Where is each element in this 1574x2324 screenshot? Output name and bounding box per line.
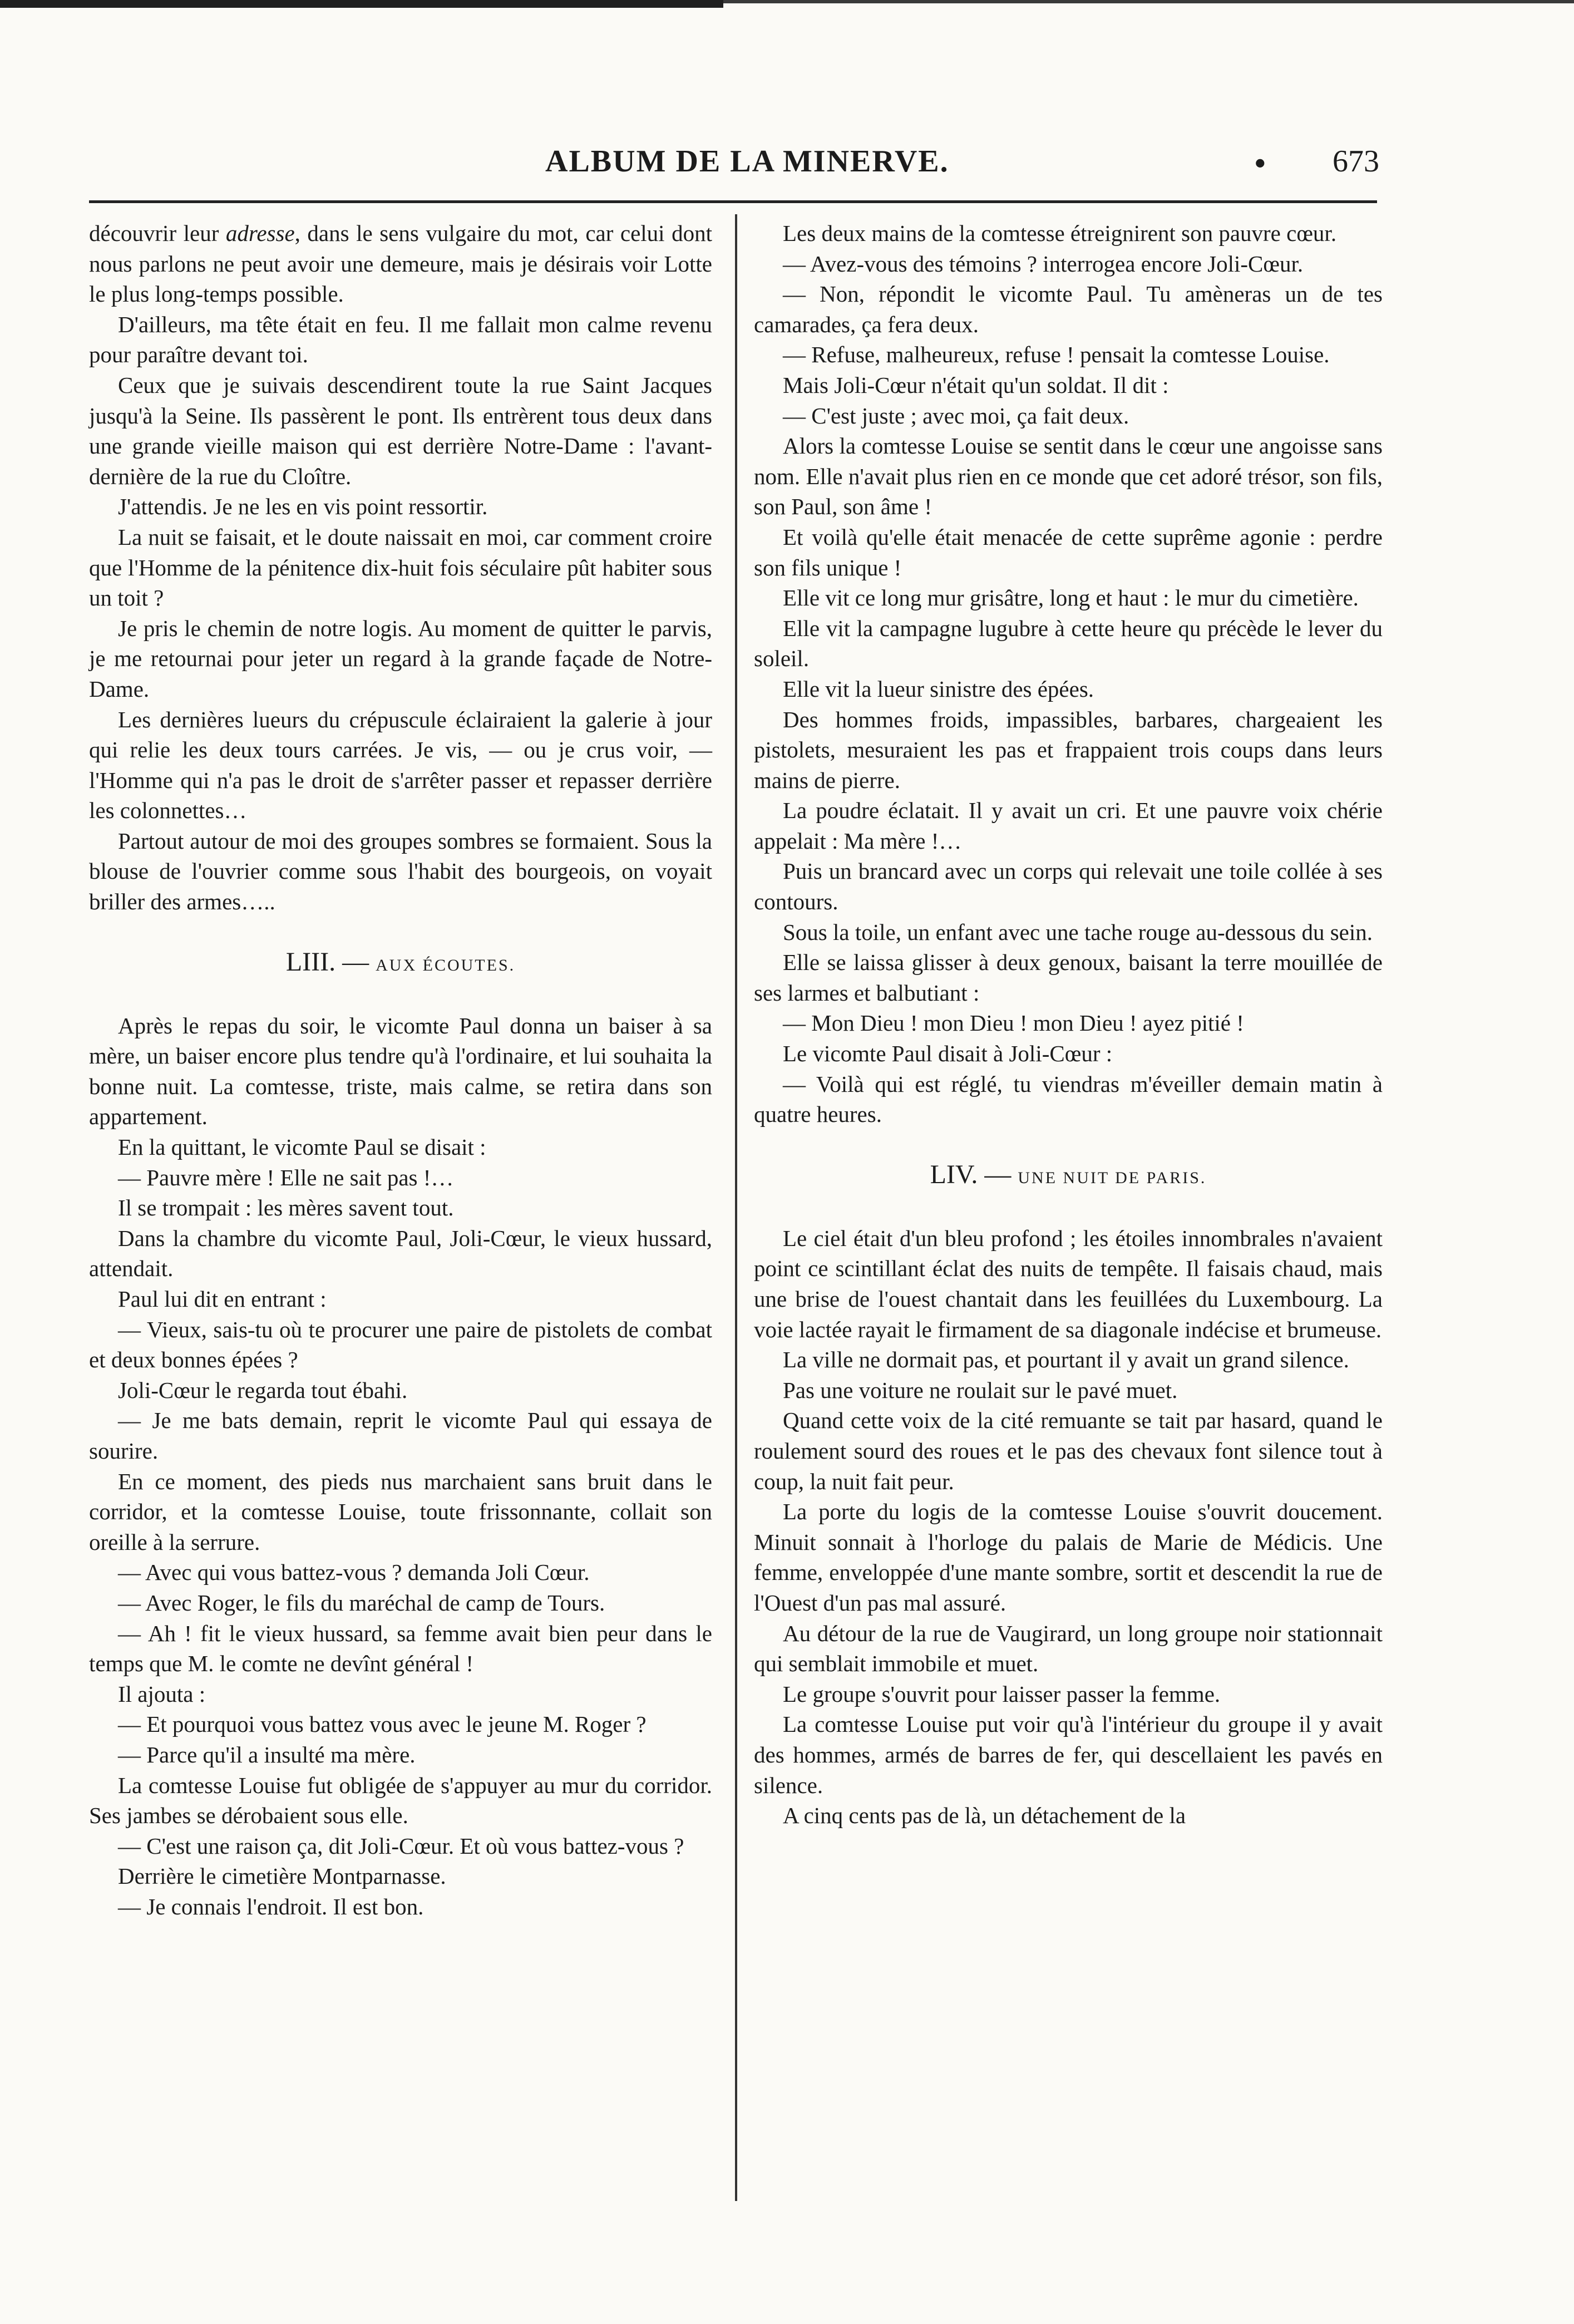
paragraph: — Pauvre mère ! Elle ne sait pas !… [118, 1164, 454, 1190]
paragraph: Il se trompait : les mères savent tout. [118, 1195, 454, 1221]
paragraph: D'ailleurs, ma tête était en feu. Il me fallait mon calme revenu pour paraître devant toi. [89, 311, 712, 368]
header-bullet: • [1255, 146, 1266, 181]
paragraph: Derrière le cimetière Montparnasse. [118, 1863, 446, 1889]
paragraph-group [89, 309, 712, 917]
paragraph: Puis un brancard avec un corps qui relevait une toile collée à ses contours. [754, 858, 1383, 915]
paragraph: La comtesse Louise put voir qu'à l'intérieur du groupe il y avait des hommes, armés de barres de fer, qui descellaient les pavés en silence. [754, 1711, 1383, 1798]
column-divider [735, 214, 737, 2201]
paragraph: — C'est juste ; avec moi, ça fait deux. [783, 402, 1129, 429]
journal-title: ALBUM DE LA MINERVE. [545, 144, 949, 179]
paragraph: — Mon Dieu ! mon Dieu ! mon Dieu ! ayez pitié ! [783, 1010, 1244, 1036]
paragraph: La porte du logis de la comtesse Louise s'ouvrit doucement. Minuit sonnait à l'horloge du palais de Marie de Médicis. Une femme, enveloppée d'une mante sombre, sortit et descendit la rue de l'Ouest d'un pas mal assuré. [754, 1499, 1383, 1616]
running-header [89, 144, 1385, 188]
chapter-heading: LIV. — UNE NUIT DE PARIS. [930, 1159, 1207, 1189]
paragraph: Alors la comtesse Louise se sentit dans le cœur une angoisse sans nom. Elle n'avait plus rien en ce monde que cet adoré trésor, son fils, son Paul, son âme ! [754, 433, 1383, 520]
paragraph: Partout autour de moi des groupes sombres se formaient. Sous la blouse de l'ouvrier comme sous l'habit des bourgeois, on voyait briller des armes….. [89, 828, 712, 915]
right-column [754, 218, 1383, 1831]
paragraph: La ville ne dormait pas, et pourtant il y avait un grand silence. [783, 1347, 1349, 1373]
paragraph: J'attendis. Je ne les en vis point ressortir. [118, 494, 488, 520]
paragraph: Quand cette voix de la cité remuante se tait par hasard, quand le roulement sourd des roues et le pas des chevaux font silence tout à coup, la nuit fait peur. [754, 1407, 1383, 1494]
paragraph: Le groupe s'ouvrit pour laisser passer la femme. [783, 1681, 1221, 1707]
paragraph: Des hommes froids, impassibles, barbares, chargeaient les pistolets, mesuraient les pas et frappaient trois coups dans leurs mains de pierre. [754, 706, 1383, 793]
paragraph-group [754, 1223, 1383, 1831]
paragraph: Elle vit la lueur sinistre des épées. [783, 676, 1094, 702]
paragraph: — Avec qui vous battez-vous ? demanda Joli Cœur. [118, 1559, 590, 1586]
paragraph: La poudre éclatait. Il y avait un cri. Et une pauvre voix chérie appelait : Ma mère !… [754, 797, 1383, 854]
paragraph: Ceux que je suivais descendirent toute la rue Saint Jacques jusqu'à la Seine. Ils passèrent le pont. Ils entrèrent tous deux dans une grande vieille maison qui est derrière Notre-Dame : l'avant-dernière de la rue du Cloître. [89, 372, 712, 489]
paragraph: Mais Joli-Cœur n'était qu'un soldat. Il dit : [783, 372, 1169, 398]
paragraph: Les deux mains de la comtesse étreignirent son pauvre cœur. [783, 220, 1337, 246]
paragraph: — Non, répondit le vicomte Paul. Tu amèneras un de tes camarades, ça fera deux. [754, 281, 1383, 337]
paragraph: La nuit se faisait, et le doute naissait en moi, car comment croire que l'Homme de la pénitence dix-huit fois séculaire pût habiter sous un toit ? [89, 524, 712, 611]
paragraph: A cinq cents pas de là, un détachement de la [783, 1803, 1186, 1829]
paragraph: — Avez-vous des témoins ? interrogea encore Joli-Cœur. [783, 250, 1304, 277]
paragraph: Au détour de la rue de Vaugirard, un long groupe noir stationnait qui semblait immobile et muet. [754, 1620, 1383, 1677]
header-rule [89, 200, 1377, 203]
paragraph: Et voilà qu'elle était menacée de cette suprême agonie : perdre son fils unique ! [754, 524, 1383, 580]
paragraph: Je pris le chemin de notre logis. Au moment de quitter le parvis, je me retournai pour jeter un regard à la grande façade de Notre-Dame. [89, 615, 712, 702]
paragraph: Joli-Cœur le regarda tout ébahi. [118, 1377, 408, 1403]
paragraph: — Voilà qui est réglé, tu viendras m'éveiller demain matin à quatre heures. [754, 1071, 1383, 1127]
chapter-heading: LIII. — AUX ÉCOUTES. [285, 947, 516, 977]
emphasis: adresse [225, 220, 295, 246]
paragraph-continued: découvrir leur adresse, dans le sens vulgaire du mot, car celui dont nous parlons ne peut avoir une demeure, mais je désirais voir Lotte le plus long-temps possible. [89, 220, 712, 307]
paragraph: Pas une voiture ne roulait sur le pavé muet. [783, 1377, 1178, 1403]
paragraph: Le ciel était d'un bleu profond ; les étoiles innombrales n'avaient point ce scintillant éclat des nuits de tempête. Il faisais chaud, mais une brise de l'ouest chantait dans les feuillées du Luxembourg. La voie lactée rayait le firmament de sa diagonale indécise et brumeuse. [754, 1225, 1383, 1342]
paragraph: — Avec Roger, le fils du maréchal de camp de Tours. [118, 1589, 605, 1616]
chapter-title: AUX ÉCOUTES. [376, 956, 516, 974]
paragraph: — Vieux, sais-tu où te procurer une paire de pistolets de combat et deux bonnes épées ? [89, 1316, 712, 1373]
scan-border-top [0, 0, 723, 8]
paragraph: — C'est une raison ça, dit Joli-Cœur. Et où vous battez-vous ? [118, 1833, 684, 1859]
paragraph: — Refuse, malheureux, refuse ! pensait la comtesse Louise. [783, 342, 1330, 368]
page-number: 673 [1333, 144, 1379, 179]
paragraph: Elle vit ce long mur grisâtre, long et haut : le mur du cimetière. [783, 585, 1359, 611]
left-column [89, 218, 712, 1922]
paragraph: En la quittant, le vicomte Paul se disait : [118, 1134, 486, 1160]
paragraph: La comtesse Louise fut obligée de s'appuyer au mur du corridor. Ses jambes se dérobaient sous elle. [89, 1772, 712, 1829]
paragraph: Le vicomte Paul disait à Joli-Cœur : [783, 1041, 1113, 1067]
paragraph: Sous la toile, un enfant avec une tache rouge au-dessous du sein. [783, 919, 1373, 945]
paragraph: Après le repas du soir, le vicomte Paul donna un baiser à sa mère, un baiser encore plus tendre qu'à l'ordinaire, et lui souhaita la bonne nuit. La comtesse, triste, mais calme, se retira dans son appartement. [89, 1012, 712, 1130]
paragraph: Elle vit la campagne lugubre à cette heure qu précède le lever du soleil. [754, 615, 1383, 672]
paragraph: — Et pourquoi vous battez vous avec le jeune M. Roger ? [118, 1711, 647, 1737]
paragraph: En ce moment, des pieds nus marchaient sans bruit dans le corridor, et la comtesse Louise, toute frissonnante, collait son oreille à la serrure. [89, 1468, 712, 1555]
scan-border-top-right [723, 0, 1574, 3]
paragraph: — Ah ! fit le vieux hussard, sa femme avait bien peur dans le temps que M. le comte ne devînt général ! [89, 1620, 712, 1677]
paragraph: — Je me bats demain, reprit le vicomte Paul qui essaya de sourire. [89, 1407, 712, 1464]
chapter-title: UNE NUIT DE PARIS. [1018, 1168, 1207, 1187]
paragraph: — Je connais l'endroit. Il est bon. [118, 1893, 424, 1919]
paragraph: Les dernières lueurs du crépuscule éclairaient la galerie à jour qui relie les deux tours carrées. Je vis, — ou je crus voir, — l'Homme qui n'a pas le droit de s'arrêter passer et repasser derrière les colonnettes… [89, 706, 712, 824]
paragraph: Paul lui dit en entrant : [118, 1286, 327, 1312]
paragraph: Dans la chambre du vicomte Paul, Joli-Cœur, le vieux hussard, attendait. [89, 1225, 712, 1282]
paragraph: Il ajouta : [118, 1681, 206, 1707]
paragraph: Elle se laissa glisser à deux genoux, baisant la terre mouillée de ses larmes et balbutiant : [754, 949, 1383, 1006]
paragraph: — Parce qu'il a insulté ma mère. [118, 1741, 416, 1767]
paragraph-group [89, 1011, 712, 1922]
paragraph-group [754, 218, 1383, 1130]
